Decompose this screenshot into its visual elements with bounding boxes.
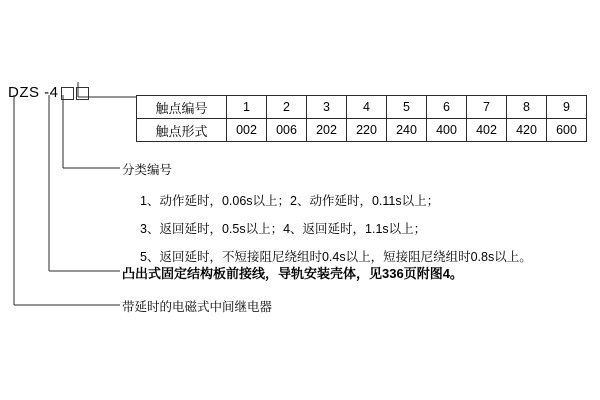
table-cell: 402 [467, 119, 507, 142]
table-cell: 1 [227, 96, 267, 119]
table-cell: 420 [507, 119, 547, 142]
table-cell: 9 [547, 96, 587, 119]
table-cell: 8 [507, 96, 547, 119]
table-cell: 240 [387, 119, 427, 142]
model-code-box-1 [61, 87, 74, 100]
table-cell: 006 [267, 119, 307, 142]
table-cell: 400 [427, 119, 467, 142]
annotation-line-1: 1、动作延时，0.06s以上；2、动作延时，0.11s以上； [140, 194, 440, 208]
table-cell: 202 [307, 119, 347, 142]
table-cell: 7 [467, 96, 507, 119]
annotation-category: 分类编号 [122, 163, 173, 177]
table-row [137, 119, 587, 142]
model-code-prefix: DZS -4 [8, 84, 59, 101]
table-cell: 4 [347, 96, 387, 119]
annotation-line-3: 5、返回延时，不短接阻尼绕组时0.4s以上，短接阻尼绕组时0.8s以上。 [140, 250, 532, 264]
contact-table [136, 95, 587, 142]
model-code [8, 84, 89, 101]
table-cell: 3 [307, 96, 347, 119]
table-cell: 5 [387, 96, 427, 119]
contact-table-body [137, 96, 587, 142]
table-cell: 220 [347, 119, 387, 142]
annotation-structure: 凸出式固定结构板前接线，导轨安装壳体，见336页附图4。 [122, 266, 463, 281]
table-cell: 600 [547, 119, 587, 142]
table-row-header: 触点形式 [137, 119, 227, 142]
table-cell: 2 [267, 96, 307, 119]
table-cell: 6 [427, 96, 467, 119]
table-row [137, 96, 587, 119]
annotation-product: 带延时的电磁式中间继电器 [122, 300, 273, 314]
table-cell: 002 [227, 119, 267, 142]
table-row-header: 触点编号 [137, 96, 227, 119]
annotation-line-2: 3、返回延时，0.5s以上；4、返回延时，1.1s以上； [140, 222, 427, 236]
model-code-box-2 [76, 87, 89, 100]
